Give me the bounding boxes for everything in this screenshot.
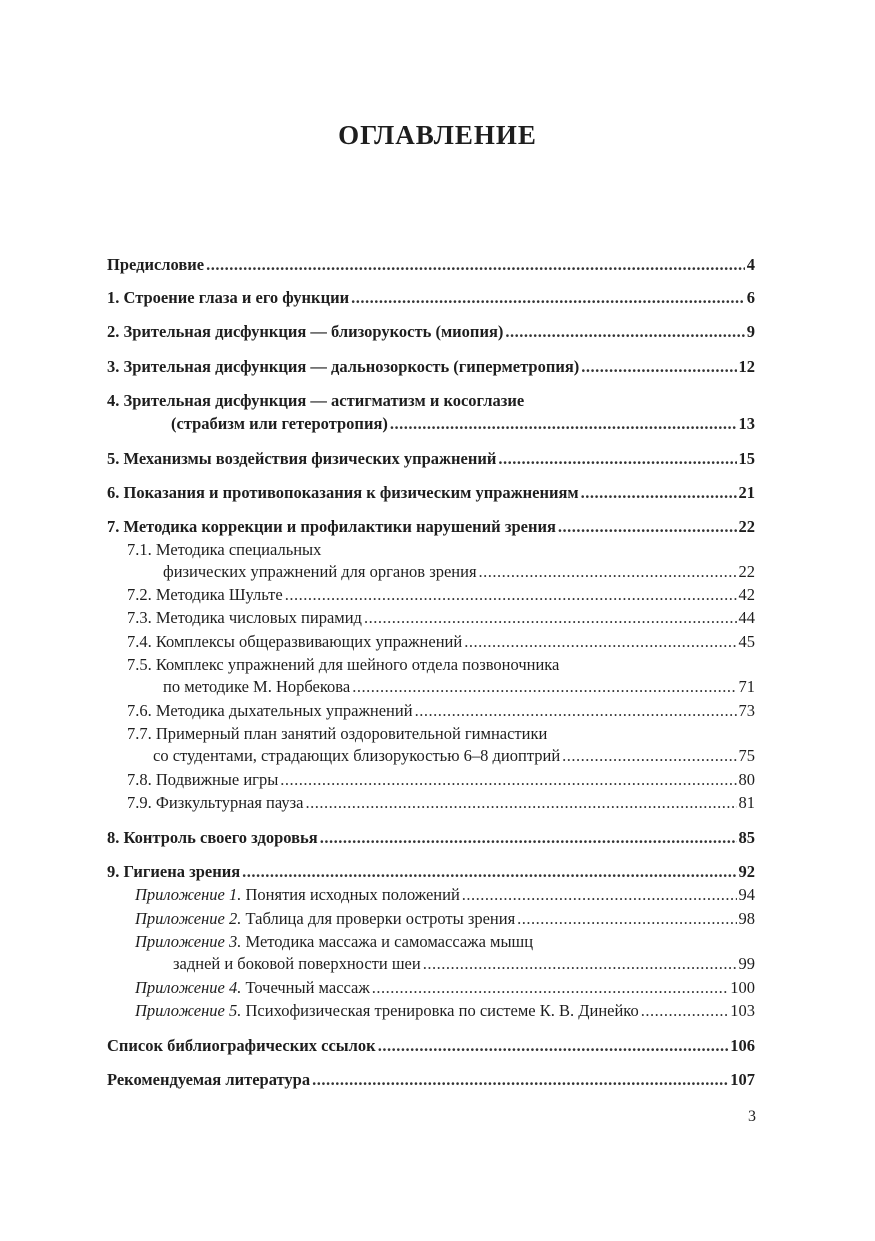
toc-leader-dots — [351, 288, 745, 308]
toc-leader-dots — [505, 322, 744, 342]
toc-page-number: 12 — [738, 357, 755, 376]
appendix-text: Точечный массаж — [241, 978, 370, 997]
toc-entry-title — [135, 978, 370, 998]
page-number: 3 — [748, 1108, 756, 1125]
toc-entry-title: 7.9. Физкультурная пауза — [127, 793, 304, 812]
toc-page-number: 85 — [738, 828, 755, 847]
toc-leader-dots — [641, 1001, 729, 1021]
toc-leader-dots — [464, 632, 736, 652]
toc-entry-title: задней и боковой поверхности шеи — [173, 954, 421, 973]
toc-entry-chapter-7 — [107, 517, 755, 537]
toc-entry-chapter-8 — [107, 828, 755, 848]
toc-page-number: 9 — [746, 322, 755, 341]
toc-page-number: 15 — [738, 449, 755, 468]
toc-appendix-2 — [135, 909, 755, 929]
toc-subentry-7-5 — [163, 677, 755, 697]
toc-entry-title: (страбизм или гетеротропия) — [171, 414, 388, 433]
toc-entry-title: 3. Зрительная дисфункция — дальнозоркость (гиперметропия) — [107, 357, 580, 376]
toc-leader-dots — [517, 909, 736, 929]
toc-entry-chapter-9 — [107, 862, 755, 882]
toc-entry-title: Рекомендуемая литература — [107, 1070, 311, 1089]
toc-leader-dots — [364, 608, 737, 628]
toc-entry-title: со студентами, страдающих близорукостью 6–8 диоптрий — [153, 746, 561, 765]
toc-entry-title — [135, 909, 515, 929]
toc-entry-chapter-1 — [107, 288, 755, 308]
toc-page-number: 42 — [738, 585, 755, 604]
toc-page-number: 103 — [730, 1001, 755, 1020]
toc-entry-title: 9. Гигиена зрения — [107, 862, 241, 881]
toc-subentry-7-7-line1: 7.7. Примерный план занятий оздоровительной гимнастики — [127, 724, 548, 743]
toc-subentry-7-4 — [127, 632, 755, 652]
toc-page-number: 100 — [730, 978, 755, 997]
toc-appendix-3 — [173, 954, 755, 974]
toc-page-number: 22 — [738, 562, 755, 581]
toc-page-number: 44 — [738, 608, 755, 627]
appendix-text: Методика массажа и самомассажа мышц — [241, 932, 534, 951]
toc-appendix-3-line1 — [135, 932, 533, 952]
toc-page-number: 13 — [738, 414, 755, 433]
toc-entry-title — [135, 885, 460, 905]
toc-page-number: 21 — [738, 483, 755, 502]
toc-page-number: 45 — [738, 632, 755, 651]
appendix-label: Приложение 3. — [135, 932, 242, 951]
toc-leader-dots — [305, 793, 736, 813]
toc-leader-dots — [320, 828, 737, 848]
toc-appendix-1 — [135, 885, 755, 905]
toc-leader-dots — [378, 1036, 729, 1056]
toc-entry-chapter-6 — [107, 483, 755, 503]
toc-entry-bibliography — [107, 1036, 755, 1056]
toc-entry-title: Предисловие — [107, 255, 205, 274]
appendix-label: Приложение 2. — [135, 909, 242, 928]
toc-page-number: 73 — [738, 701, 755, 720]
toc-entry-title: 1. Строение глаза и его функции — [107, 288, 350, 307]
toc-appendix-4 — [135, 978, 755, 998]
toc-entry-chapter-3 — [107, 357, 755, 377]
toc-page-number: 81 — [738, 793, 755, 812]
toc-entry-title: 7. Методика коррекции и профилактики нарушений зрения — [107, 517, 556, 536]
toc-entry-chapter-2 — [107, 322, 755, 342]
toc-subentry-7-9 — [127, 793, 755, 813]
toc-entry-chapter-4-line1: 4. Зрительная дисфункция — астигматизм и косоглазие — [107, 391, 525, 410]
toc-subentry-7-3 — [127, 608, 755, 628]
toc-page-number: 99 — [738, 954, 755, 973]
toc-page-number: 94 — [738, 885, 755, 904]
toc-entry-title: 7.3. Методика числовых пирамид — [127, 608, 362, 627]
toc-leader-dots — [280, 770, 736, 790]
toc-subentry-7-8 — [127, 770, 755, 790]
toc-subentry-7-6 — [127, 701, 755, 721]
toc-leader-dots — [352, 677, 736, 697]
toc-entry-chapter-5 — [107, 449, 755, 469]
toc-subentry-7-5-line1: 7.5. Комплекс упражнений для шейного отдела позвоночника — [127, 655, 560, 674]
toc-page-number: 75 — [738, 746, 755, 765]
page-title: ОГЛАВЛЕНИЕ — [338, 120, 537, 150]
toc-entry-title: 8. Контроль своего здоровья — [107, 828, 318, 847]
toc-subentry-7-1-line1: 7.1. Методика специальных — [127, 540, 322, 559]
toc-leader-dots — [312, 1070, 728, 1090]
toc-leader-dots — [372, 978, 728, 998]
toc-page-number: 98 — [738, 909, 755, 928]
toc-entry-title: 2. Зрительная дисфункция — близорукость (миопия) — [107, 322, 504, 341]
toc-subentry-7-1 — [163, 562, 755, 582]
toc-leader-dots — [390, 414, 737, 434]
toc-entry-title — [135, 1001, 639, 1021]
toc-page-number: 106 — [730, 1036, 755, 1055]
toc-entry-title: 7.6. Методика дыхательных упражнений — [127, 701, 413, 720]
toc-page-number: 107 — [730, 1070, 755, 1089]
toc-leader-dots — [462, 885, 737, 905]
appendix-label: Приложение 1. — [135, 885, 242, 904]
toc-entry-title: 6. Показания и противопоказания к физическим упражнениям — [107, 483, 579, 502]
toc-leader-dots — [581, 357, 736, 377]
toc-entry-title: Список библиографических ссылок — [107, 1036, 376, 1055]
toc-leader-dots — [581, 483, 737, 503]
appendix-text: Таблица для проверки остроты зрения — [241, 909, 516, 928]
toc-entry-title: 5. Механизмы воздействия физических упражнений — [107, 449, 497, 468]
toc-entry-title: 7.2. Методика Шульте — [127, 585, 283, 604]
toc-appendix-5 — [135, 1001, 755, 1021]
toc-entry-title: физических упражнений для органов зрения — [163, 562, 477, 581]
toc-leader-dots — [558, 517, 737, 537]
toc-leader-dots — [562, 746, 736, 766]
toc-leader-dots — [498, 449, 736, 469]
toc-subentry-7-2 — [127, 585, 755, 605]
toc-page-number: 6 — [746, 288, 755, 307]
appendix-label: Приложение 5. — [135, 1001, 242, 1020]
appendix-label: Приложение 4. — [135, 978, 242, 997]
toc-entry-title: 7.8. Подвижные игры — [127, 770, 279, 789]
toc-page-number: 71 — [738, 677, 755, 696]
toc-entry-title: по методике М. Норбекова — [163, 677, 351, 696]
toc-leader-dots — [415, 701, 737, 721]
toc-page-number: 80 — [738, 770, 755, 789]
toc-leader-dots — [242, 862, 736, 882]
toc-leader-dots — [285, 585, 737, 605]
toc-subentry-7-7 — [153, 746, 755, 766]
appendix-text: Психофизическая тренировка по системе К. В. Динейко — [241, 1001, 639, 1020]
toc-page-number: 22 — [738, 517, 755, 536]
toc-leader-dots — [479, 562, 737, 582]
toc-entry-chapter-4 — [171, 414, 755, 434]
toc-page-number: 4 — [746, 255, 755, 274]
toc-page-number: 92 — [738, 862, 755, 881]
appendix-text: Понятия исходных положений — [241, 885, 460, 904]
toc-leader-dots — [206, 255, 745, 275]
toc-leader-dots — [423, 954, 737, 974]
toc-entry-title: 7.4. Комплексы общеразвивающих упражнений — [127, 632, 463, 651]
toc-entry-preface — [107, 255, 755, 275]
toc-entry-recommended-literature — [107, 1070, 755, 1090]
